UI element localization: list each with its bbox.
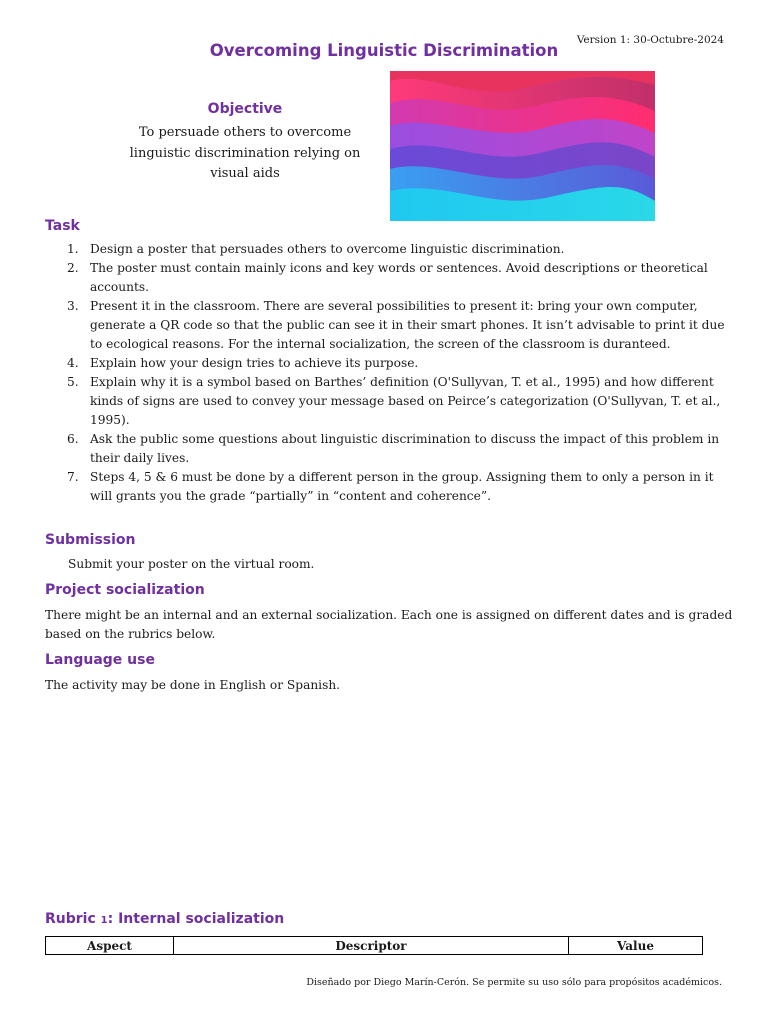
socialization-heading: Project socialization [45,582,205,598]
task-item: 5. Explain why it is a symbol based on Barthes’ definition (O'Sullyvan, T. et al., 1995) and how different kinds of signs are used to convey your message based on Peirce’s categorization (O'Sullyvan, T. et al., 1995). [67,375,721,427]
task-heading: Task [45,218,80,234]
task-list [45,240,735,506]
rubric-column-value: Value [569,937,703,955]
task-item: 3. Present it in the classroom. There are several possibilities to present it: bring your own computer, generate a QR code so that the public can see it in their smart phones. It isn’t advisable to print it due to ecological reasons. For the internal socialization, the screen of the classroom is duranteed. [67,299,725,351]
objective-text: To persuade others to overcome linguistic discrimination relying on visual aids [129,125,361,181]
language-heading: Language use [45,652,155,668]
language-text: The activity may be done in English or Spanish. [45,678,341,692]
version-label: Version 1: 30-Octubre-2024 [576,34,724,46]
submission-text: Submit your poster on the virtual room. [68,557,315,571]
task-item: 1. Design a poster that persuades others to overcome linguistic discrimination. [67,242,565,256]
socialization-text: There might be an internal and an external socialization. Each one is assigned on different dates and is graded based on the rubrics below. [45,608,733,641]
task-item: 6. Ask the public some questions about linguistic discrimination to discuss the impact of this problem in their daily lives. [67,432,720,465]
task-item: 7. Steps 4, 5 & 6 must be done by a different person in the group. Assigning them to only a person in it will grants you the grade “partially” in “content and coherence”. [67,470,714,503]
objective-heading: Objective [207,101,283,117]
task-item: 2. The poster must contain mainly icons and key words or sentences. Avoid descriptions or theoretical accounts. [67,261,708,294]
rubric-column-descriptor: Descriptor [174,937,569,955]
submission-heading: Submission [45,532,136,548]
task-item: 4. Explain how your design tries to achieve its purpose. [67,356,419,370]
rubric-title: Rubric 1: Internal socialization [45,911,285,927]
rubric-column-aspect: Aspect [46,937,174,955]
page-title: Overcoming Linguistic Discrimination [209,41,559,60]
footer-credit: Diseñado por Diego Marín-Cerón. Se permite su uso sólo para propósitos académicos. [306,977,722,988]
rubric-table [45,936,703,955]
wave-illustration [390,71,655,221]
